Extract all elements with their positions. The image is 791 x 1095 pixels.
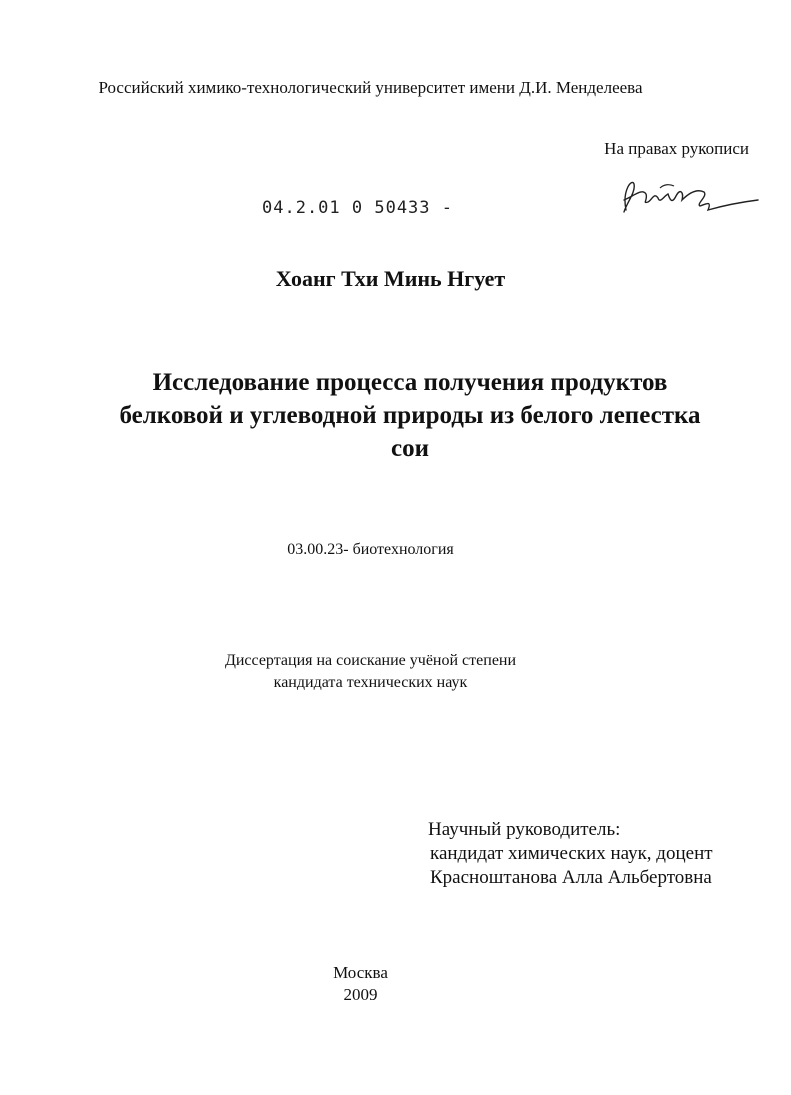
- supervisor-degree: кандидат химических наук, доцент: [430, 843, 713, 864]
- title-line-2: белковой и углеводной природы из белого лепестка: [119, 402, 701, 429]
- year: 2009: [343, 985, 378, 1004]
- rights-note: На правах рукописи: [604, 139, 749, 158]
- degree-line-1: Диссертация на соискание учёной степени: [224, 652, 517, 669]
- handwritten-signature: [612, 170, 762, 230]
- supervisor-name: Красноштанова Алла Альбертовна: [430, 867, 712, 888]
- specialty-code: 03.00.23- биотехнология: [287, 541, 454, 558]
- supervisor-label: Научный руководитель:: [428, 819, 621, 840]
- city: Москва: [333, 963, 388, 982]
- title-line-1: Исследование процесса получения продуктов: [152, 369, 668, 396]
- university-name: Российский химико-технологический университет имени Д.И. Менделеева: [98, 78, 643, 97]
- title-line-3: сои: [390, 435, 429, 462]
- degree-line-2: кандидата технических наук: [273, 674, 468, 691]
- supervisor-block: [428, 818, 713, 890]
- author-name: Хоанг Тхи Минь Нгует: [275, 266, 506, 291]
- place-and-year: [0, 962, 791, 1006]
- degree-statement: [0, 650, 791, 694]
- dissertation-title: [60, 366, 760, 465]
- registration-stamp-number: 04.2.01 0 50433 -: [262, 198, 453, 218]
